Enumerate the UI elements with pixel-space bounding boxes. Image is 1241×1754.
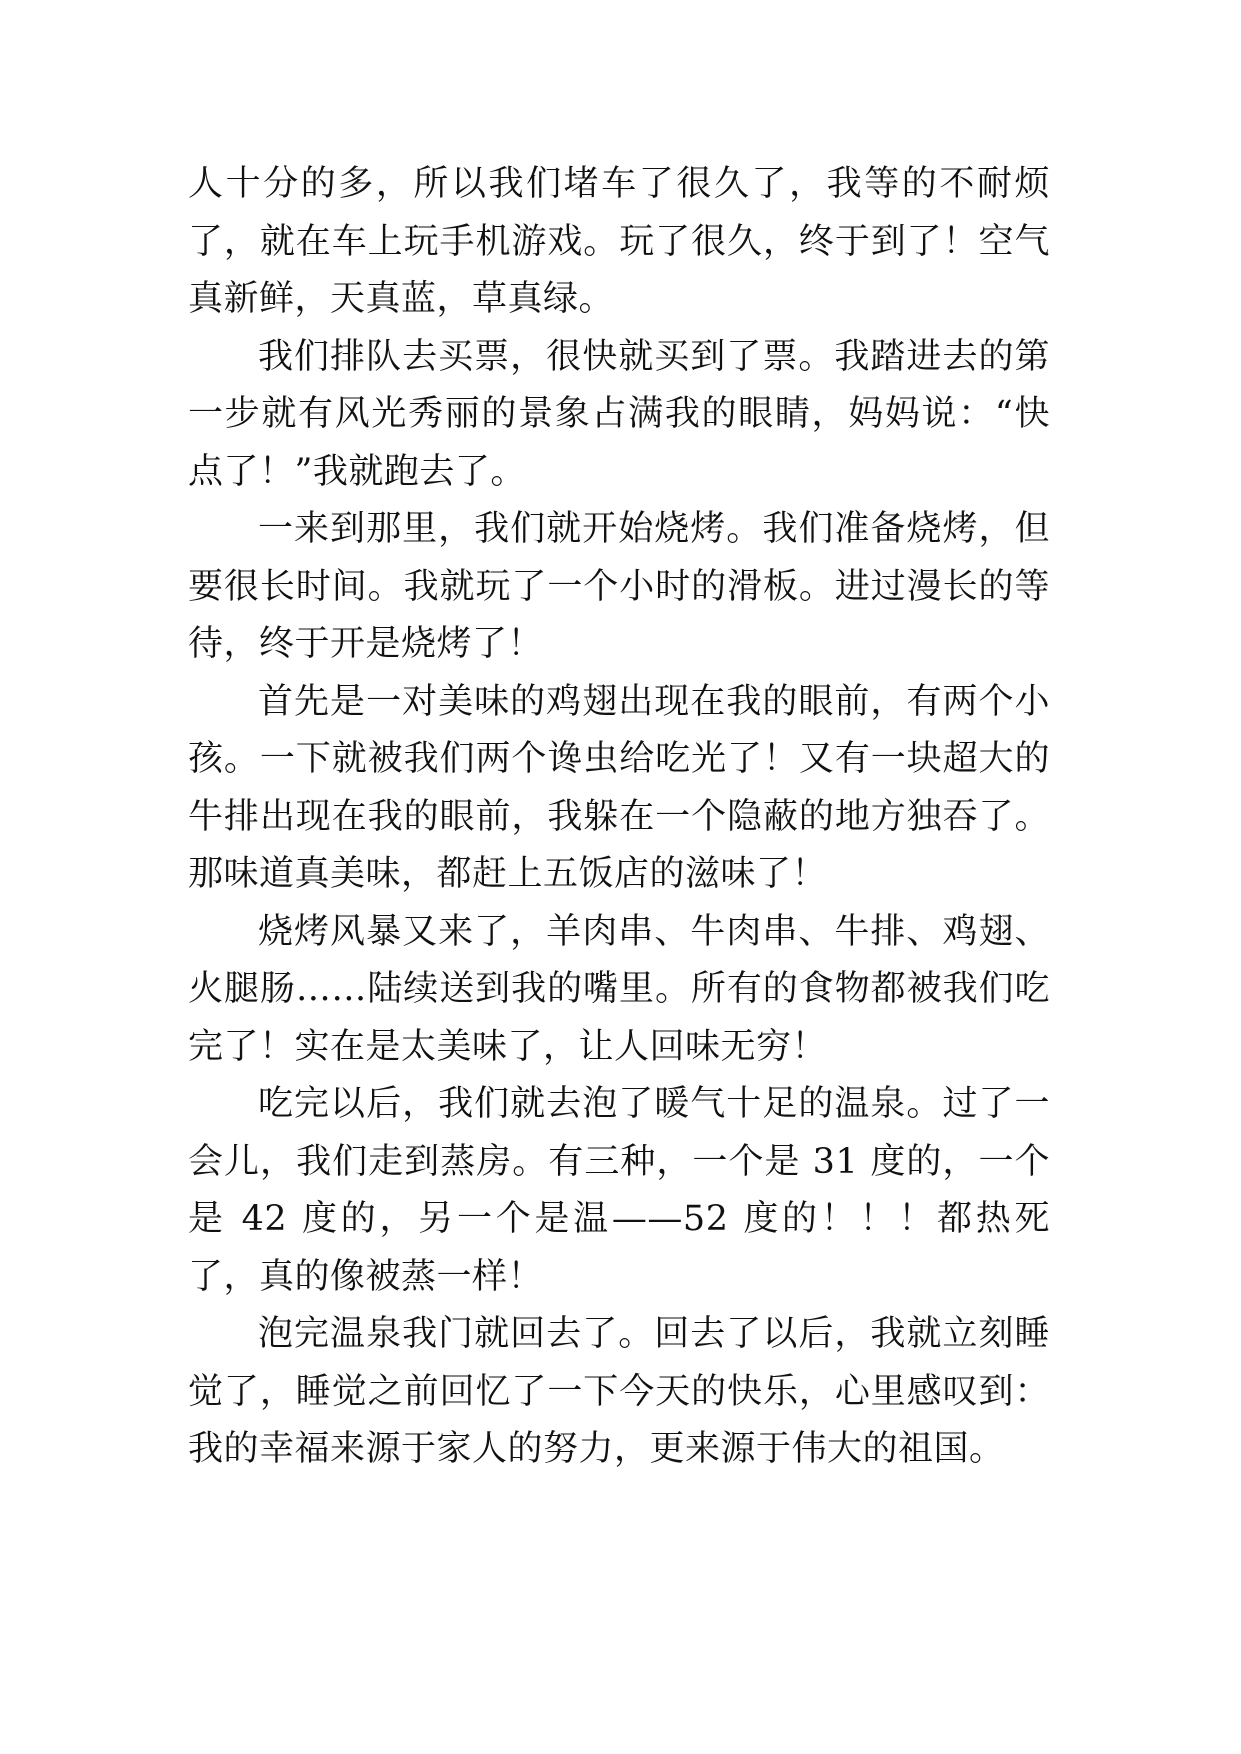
paragraph-6: 吃完以后，我们就去泡了暖气十足的温泉。过了一会儿，我们走到蒸房。有三种，一个是 31 度的，一个是 42 度的，另一个是温——52 度的！！！都热死了，真的像被蒸一样！	[188, 1084, 1050, 1297]
paragraph-3: 一来到那里，我们就开始烧烤。我们准备烧烤，但要很长时间。我就玩了一个小时的滑板。进过漫长的等待，终于开是烧烤了！	[188, 509, 1050, 664]
paragraph-5: 烧烤风暴又来了，羊肉串、牛肉串、牛排、鸡翅、火腿肠……陆续送到我的嘴里。所有的食物都被我们吃完了！实在是太美味了，让人回味无穷！	[188, 911, 1050, 1067]
paragraph-7: 泡完温泉我门就回去了。回去了以后，我就立刻睡觉了，睡觉之前回忆了一下今天的快乐，心里感叹到：我的幸福来源于家人的努力，更来源于伟大的祖国。	[188, 1314, 1050, 1469]
body-text	[188, 156, 1050, 1479]
paragraph-4: 首先是一对美味的鸡翅出现在我的眼前，有两个小孩。一下就被我们两个谗虫给吃光了！又有一块超大的牛排出现在我的眼前，我躲在一个隐蔽的地方独吞了。那味道真美味，都赶上五饭店的滋味了！	[188, 681, 1050, 894]
paragraph-1: 人十分的多，所以我们堵车了很久了，我等的不耐烦了，就在车上玩手机游戏。玩了很久，终于到了！空气真新鲜，天真蓝，草真绿。	[188, 164, 1050, 319]
paragraph-2: 我们排队去买票，很快就买到了票。我踏进去的第一步就有风光秀丽的景象占满我的眼睛，妈妈说：“快点了！”我就跑去了。	[188, 336, 1050, 492]
